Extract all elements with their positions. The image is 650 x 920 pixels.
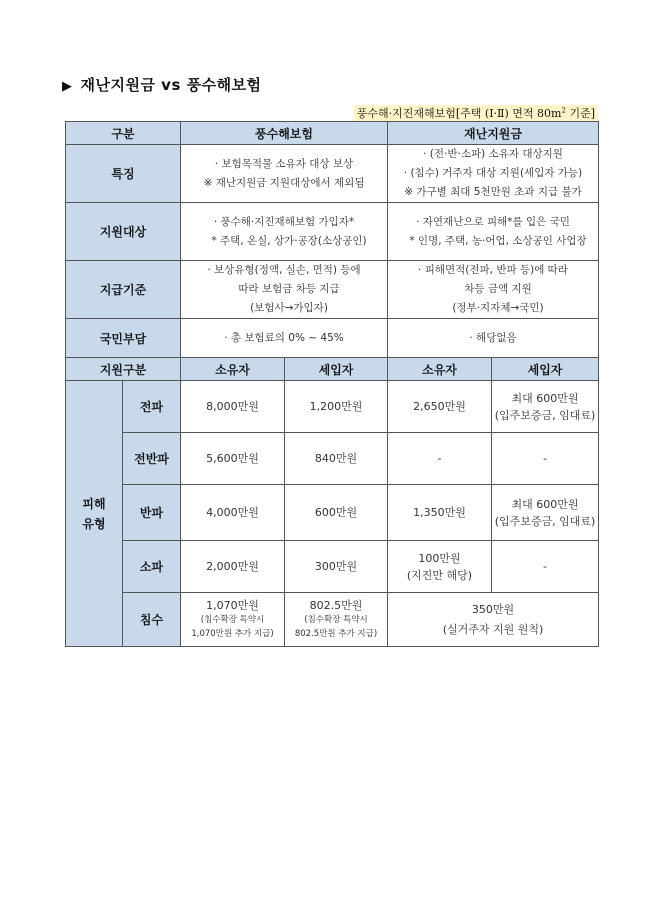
- insurance-desc-line: · 총 보험료의 0% ~ 45%: [224, 331, 344, 344]
- disaster-desc-line: · (전·반·소파) 소유자 대상지원: [423, 148, 563, 160]
- amount-line: 최대 600만원: [511, 391, 579, 405]
- basis-note-suffix: 기준]: [565, 107, 595, 120]
- basis-note: [354, 105, 598, 121]
- amount-line: 350만원: [471, 602, 515, 616]
- insurance-desc: [181, 203, 388, 261]
- insurance-desc-line: (보험사→가입자): [250, 302, 328, 314]
- amount-dis-owner: [388, 485, 492, 541]
- disaster-desc: [388, 203, 599, 261]
- row-label: 지원대상: [66, 203, 181, 261]
- amount-line: 8,000만원: [206, 400, 259, 413]
- damage-row: [66, 433, 599, 485]
- amount-line: 2,000만원: [206, 560, 259, 573]
- amount-dis-owner: [388, 381, 492, 433]
- damage-type-group: [66, 381, 123, 647]
- row-label: 지급기준: [66, 261, 181, 319]
- sub-header-dis-tenant: 세입자: [492, 358, 599, 381]
- amount-line: -: [543, 560, 547, 573]
- amount-line: 4,000만원: [206, 506, 259, 519]
- disaster-desc-line: (정부·지자체→국민): [452, 302, 544, 314]
- sub-header-dis-owner: 소유자: [388, 358, 492, 381]
- amount-line: -: [543, 452, 547, 465]
- insurance-desc-line: · 보상유형(정액, 실손, 면적) 등에: [207, 264, 361, 276]
- damage-group-line: 피해: [82, 496, 106, 511]
- amount-ins-tenant: [285, 593, 388, 647]
- sub-header-row: [66, 358, 599, 381]
- sub-header-ins-owner: 소유자: [181, 358, 285, 381]
- disaster-desc-line: ※ 가구별 최대 5천만원 초과 지급 불가: [404, 186, 582, 198]
- damage-row: [66, 381, 599, 433]
- amount-line: (입주보증금, 임대료): [494, 514, 596, 528]
- amount-line: 최대 600만원: [511, 497, 579, 511]
- amount-ins-tenant: [285, 381, 388, 433]
- insurance-desc-line: * 주택, 온실, 상가·공장(소상공인): [211, 234, 367, 247]
- insurance-desc: [181, 319, 388, 358]
- basis-note-sup: 2: [561, 106, 566, 115]
- insurance-desc-line: · 풍수해·지진재해보험 가입자*: [213, 215, 355, 228]
- disaster-desc: [388, 319, 599, 358]
- damage-row-flood: [66, 593, 599, 647]
- amount-ins-tenant: [285, 485, 388, 541]
- damage-type-label: 전반파: [123, 433, 181, 485]
- amount-line: (침수확장 특약시: [304, 614, 368, 625]
- amount-line: 5,600만원: [206, 452, 259, 465]
- amount-ins-tenant: [285, 541, 388, 593]
- amount-ins-owner: [181, 485, 285, 541]
- amount-dis-tenant: [492, 433, 599, 485]
- amount-line: 802.5만원 추가 지급): [294, 628, 378, 639]
- amount-dis-owner: [388, 433, 492, 485]
- page-title-text: 재난지원금 vs 풍수해보험: [80, 76, 262, 94]
- insurance-desc: [181, 261, 388, 319]
- amount-dis-tenant: [492, 381, 599, 433]
- sub-header-ins-tenant: 세입자: [285, 358, 388, 381]
- row-payment-criteria: [66, 261, 599, 319]
- comparison-table: [65, 121, 599, 647]
- sub-header-label: 지원구분: [66, 358, 181, 381]
- amount-line: 2,650만원: [413, 400, 466, 413]
- amount-disaster-merged: [388, 593, 599, 647]
- disaster-desc-line: 차등 금액 지원: [464, 283, 532, 295]
- insurance-desc-line: 따라 보험금 차등 지급: [238, 283, 340, 295]
- row-label: 국민부담: [66, 319, 181, 358]
- damage-row: [66, 485, 599, 541]
- insurance-desc: [181, 145, 388, 203]
- amount-line: 300만원: [314, 560, 358, 573]
- amount-line: -: [437, 452, 442, 465]
- header-category: 구분: [66, 122, 181, 145]
- triangle-bullet-icon: ▶: [62, 79, 73, 94]
- amount-line: 1,200만원: [309, 400, 363, 413]
- amount-ins-owner: [181, 593, 285, 647]
- amount-line: 1,070만원: [206, 598, 259, 612]
- damage-group-line: 유형: [82, 516, 106, 531]
- amount-ins-owner: [181, 433, 285, 485]
- header-insurance: 풍수해보험: [181, 122, 388, 145]
- amount-line: 1,350만원: [413, 506, 466, 519]
- amount-dis-tenant: [492, 485, 599, 541]
- disaster-desc-line: · (침수) 거주자 대상 지원(세입자 가능): [403, 167, 583, 179]
- amount-line: 100만원: [418, 551, 461, 565]
- header-disaster-fund: 재난지원금: [388, 122, 599, 145]
- row-support-target: [66, 203, 599, 261]
- amount-line: (지진만 해당): [406, 568, 473, 582]
- disaster-desc: [388, 261, 599, 319]
- amount-dis-tenant: [492, 541, 599, 593]
- amount-line: (침수확장 특약시: [200, 614, 265, 625]
- page-title: [62, 74, 262, 95]
- amount-ins-owner: [181, 381, 285, 433]
- amount-line: 840만원: [314, 452, 358, 465]
- disaster-desc-line: · 자연재난으로 피해*를 입은 국민: [416, 215, 570, 228]
- amount-line: (입주보증금, 임대료): [494, 408, 596, 422]
- amount-ins-tenant: [285, 433, 388, 485]
- amount-line: (실거주자 지원 원칙): [442, 622, 544, 636]
- insurance-desc-line: · 보험목적물 소유자 대상 보상: [214, 157, 354, 170]
- amount-line: 600만원: [314, 506, 358, 519]
- basis-note-text: 풍수해·지진재해보험[주택 (Ⅰ·Ⅱ) 면적 80m: [356, 107, 562, 120]
- row-public-burden: [66, 319, 599, 358]
- row-label: 특징: [66, 145, 181, 203]
- damage-type-label: 침수: [123, 593, 181, 647]
- disaster-desc: [388, 145, 599, 203]
- insurance-desc-line: ※ 재난지원금 지원대상에서 제외됨: [203, 176, 365, 189]
- amount-ins-owner: [181, 541, 285, 593]
- damage-type-label: 반파: [123, 485, 181, 541]
- damage-type-label: 전파: [123, 381, 181, 433]
- damage-type-label: 소파: [123, 541, 181, 593]
- amount-line: 802.5만원: [309, 598, 363, 612]
- amount-dis-owner: [388, 541, 492, 593]
- damage-row: [66, 541, 599, 593]
- disaster-desc-line: · 해당없음: [469, 331, 517, 344]
- disaster-desc-line: * 인명, 주택, 농·어업, 소상공인 사업장: [409, 234, 587, 247]
- row-features: [66, 145, 599, 203]
- disaster-desc-line: · 피해면적(전파, 반파 등)에 따라: [418, 264, 568, 276]
- amount-line: 1,070만원 추가 지급): [191, 628, 274, 639]
